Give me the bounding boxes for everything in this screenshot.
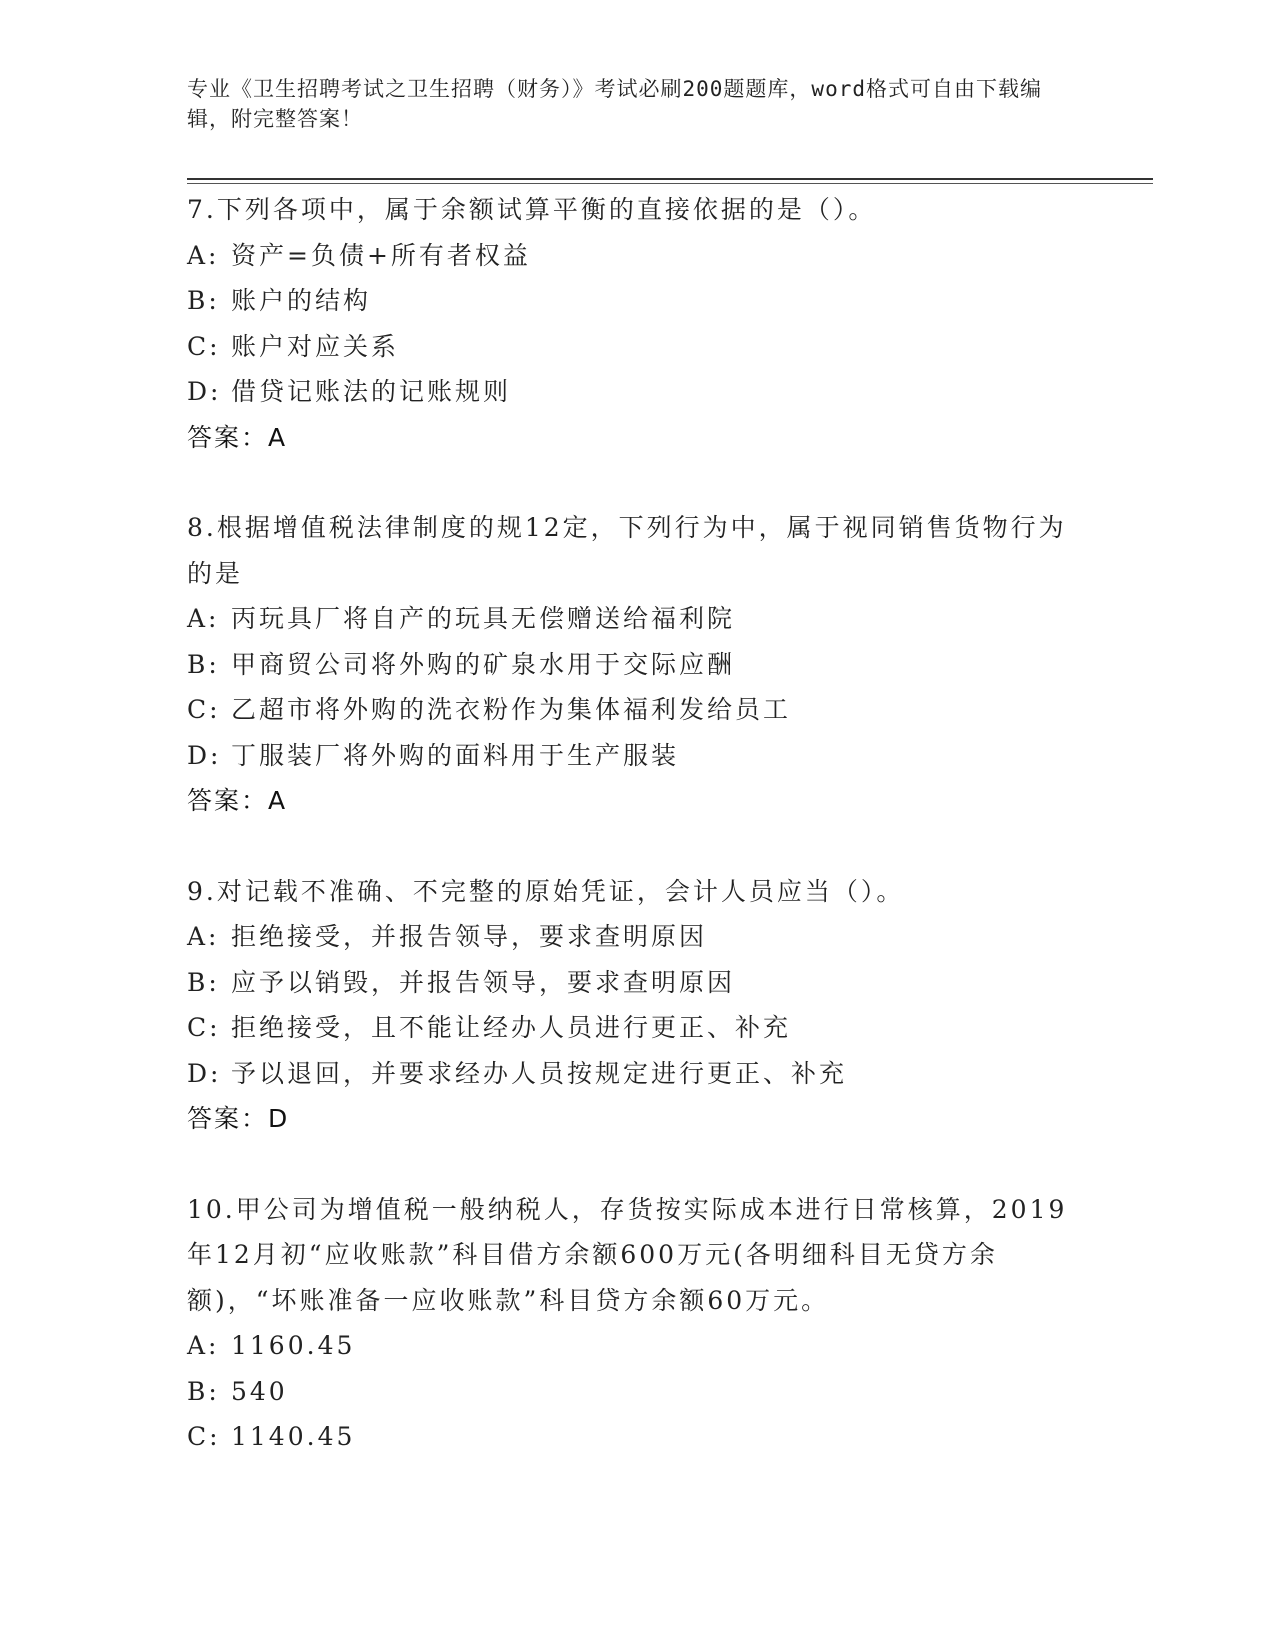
question-stem: 9.对记载不准确、不完整的原始凭证，会计人员应当（）。 <box>187 876 905 906</box>
option-text: 1140.45 <box>231 1422 356 1451</box>
option-d <box>187 369 1087 415</box>
option-key: C: <box>187 1422 221 1451</box>
option-b <box>187 960 1087 1006</box>
option-text: 丁服装厂将外购的面料用于生产服装 <box>231 740 680 770</box>
option-key: C: <box>187 695 221 724</box>
document-header: 专业《卫生招聘考试之卫生招聘（财务）》考试必刷200题题库，word格式可自由下载编辑，附完整答案！ <box>187 77 1042 131</box>
header-divider-thin <box>187 183 1153 184</box>
option-key: A: <box>187 240 220 270</box>
option-c <box>187 687 1087 733</box>
question-10 <box>187 1187 1087 1460</box>
question-stem: 7.下列各项中，属于余额试算平衡的直接依据的是（）。 <box>187 195 877 224</box>
option-text: 540 <box>231 1376 288 1406</box>
option-key: A: <box>187 604 220 633</box>
option-text: 借贷记账法的记账规则 <box>231 377 512 406</box>
option-a <box>187 233 1087 279</box>
option-c <box>187 1005 1087 1051</box>
answer-line: 答案：D <box>187 1104 290 1133</box>
option-text: 资产=负债+所有者权益 <box>231 240 531 270</box>
question-list <box>187 187 1087 1460</box>
option-b <box>187 1369 1087 1415</box>
question-7 <box>187 187 1087 460</box>
option-text: 账户对应关系 <box>231 331 400 361</box>
question-spacer <box>187 1142 1087 1187</box>
question-spacer <box>187 460 1087 505</box>
option-key: D: <box>187 1058 222 1088</box>
option-key: B: <box>187 286 220 315</box>
option-text: 予以退回，并要求经办人员按规定进行更正、补充 <box>231 1058 848 1088</box>
question-9 <box>187 869 1087 1142</box>
option-c <box>187 324 1087 370</box>
option-b <box>187 278 1087 324</box>
option-text: 乙超市将外购的洗衣粉作为集体福利发给员工 <box>231 695 792 724</box>
option-key: C: <box>187 331 221 361</box>
option-text: 拒绝接受，且不能让经办人员进行更正、补充 <box>231 1013 792 1042</box>
option-c <box>187 1414 1087 1460</box>
question-stem: 8.根据增值税法律制度的规12定，下列行为中，属于视同销售货物行为的是 <box>187 513 1067 588</box>
option-d <box>187 733 1087 779</box>
option-text: 1160.45 <box>231 1331 356 1360</box>
option-text: 甲商贸公司将外购的矿泉水用于交际应酬 <box>231 649 736 679</box>
option-text: 拒绝接受，并报告领导，要求查明原因 <box>231 922 708 951</box>
question-stem: 10.甲公司为增值税一般纳税人，存货按实际成本进行日常核算，2019年12月初“应收账款”科目借方余额600万元(各明细科目无贷方余额)，“坏账准备一应收账款”科目贷方余额60万元。 <box>187 1194 1068 1315</box>
header-divider-thick <box>187 178 1153 180</box>
option-text: 应予以销毁，并报告领导，要求查明原因 <box>231 967 736 997</box>
option-key: B: <box>187 649 220 679</box>
option-d <box>187 1051 1087 1097</box>
question-8 <box>187 505 1087 824</box>
option-key: C: <box>187 1013 221 1042</box>
option-key: A: <box>187 922 220 951</box>
option-key: D: <box>187 377 222 406</box>
option-a <box>187 596 1087 642</box>
option-key: D: <box>187 740 222 770</box>
option-text: 丙玩具厂将自产的玩具无偿赠送给福利院 <box>231 604 736 633</box>
option-a <box>187 1323 1087 1369</box>
option-key: B: <box>187 967 220 997</box>
question-spacer <box>187 824 1087 869</box>
option-a <box>187 914 1087 960</box>
option-b <box>187 642 1087 688</box>
answer-line: 答案：A <box>187 786 288 815</box>
answer-line: 答案：A <box>187 422 288 452</box>
option-key: A: <box>187 1331 220 1360</box>
option-text: 账户的结构 <box>231 286 372 315</box>
option-key: B: <box>187 1376 220 1406</box>
